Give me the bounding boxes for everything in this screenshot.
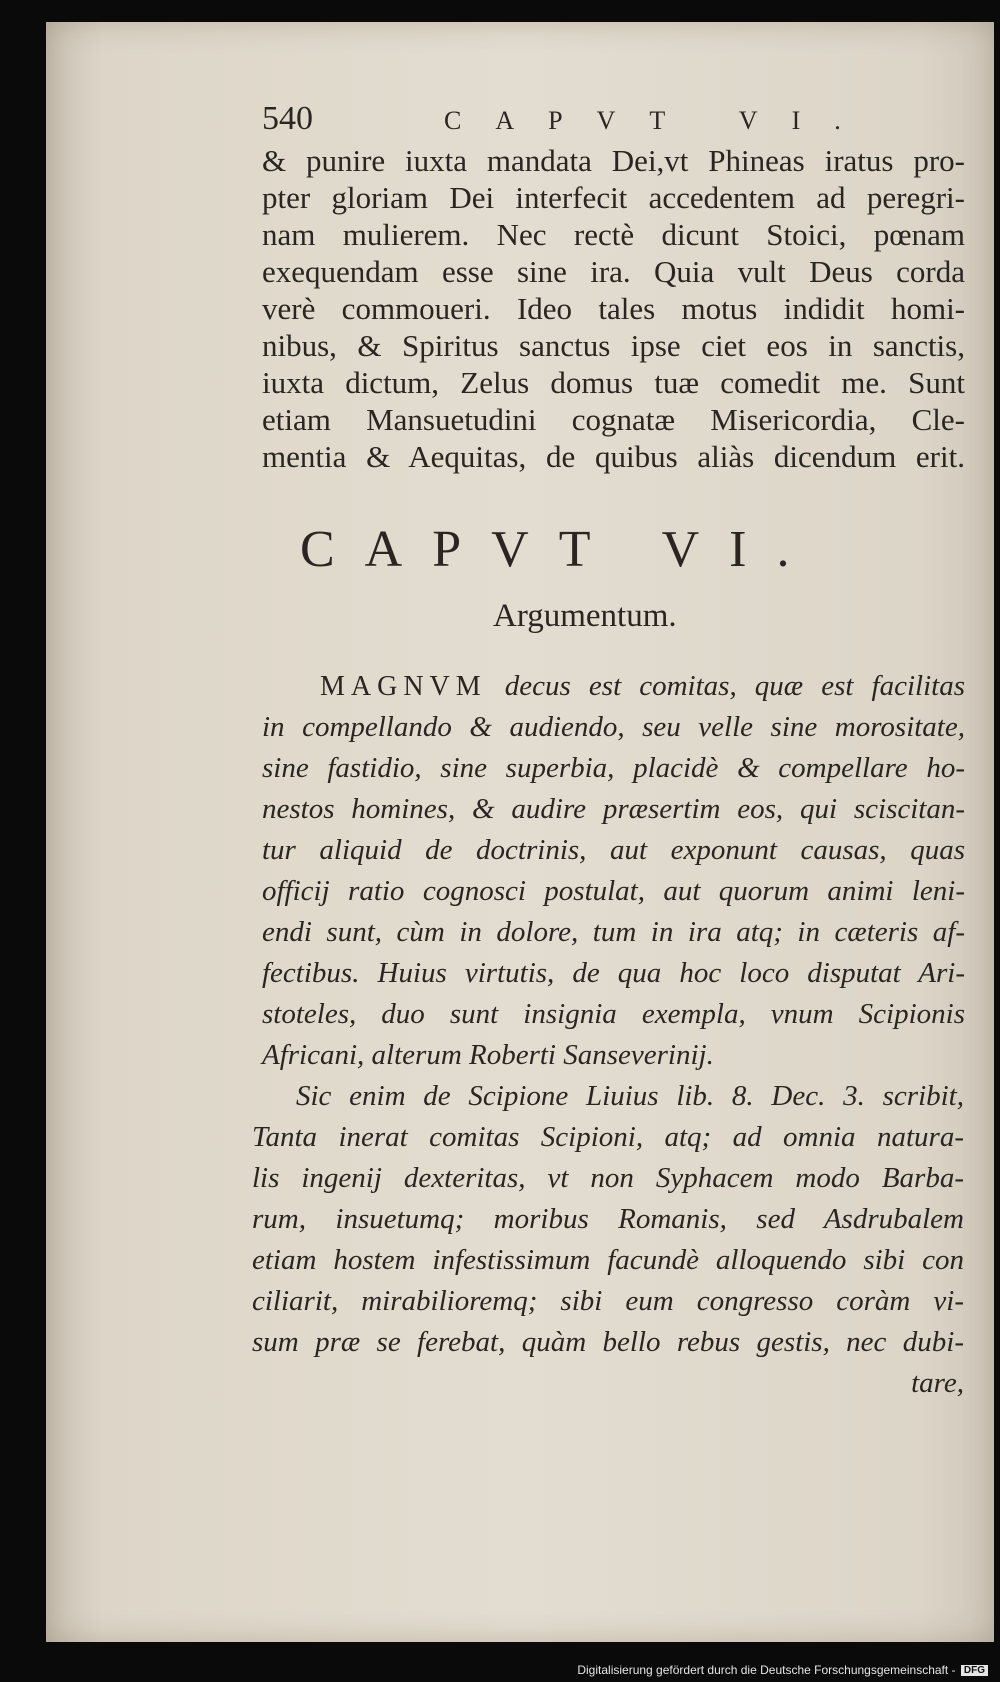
running-head: CAPVT VI. [444, 106, 875, 135]
digitization-credit [577, 1663, 988, 1677]
text-line: & punire iuxta mandata Dei,vt Phineas iratus pro- [262, 143, 965, 178]
catchword: tare, [911, 1367, 964, 1399]
text-line: fectibus. Huius virtutis, de qua hoc loco disputat Ari- [262, 957, 965, 989]
text-line [262, 666, 965, 707]
text-line: endi sunt, cùm in dolore, tum in ira atq; in cæteris af- [262, 916, 965, 948]
text-line: tur aliquid de doctrinis, aut exponunt causas, quas [262, 834, 965, 866]
chapter-title: CAPVT VI. [300, 521, 820, 578]
text-fragment: decus est comitas, quæ est facilitas [504, 670, 965, 702]
text-line: rum, insuetumq; moribus Romanis, sed Asdrubalem [252, 1203, 964, 1235]
dfg-logo-icon: DFG [961, 1665, 988, 1676]
text-line: etiam hostem infestissimum facundè alloquendo sibi con [252, 1244, 964, 1276]
text-line: lis ingenij dexteritas, vt non Syphacem modo Barba- [252, 1162, 964, 1194]
text-line: pter gloriam Dei interfecit accedentem ad peregri- [262, 180, 965, 215]
text-line: officij ratio cognosci postulat, aut quorum animi leni- [262, 875, 965, 907]
text-line: Tanta inerat comitas Scipioni, atq; ad omnia natura- [252, 1121, 964, 1153]
text-line: in compellando & audiendo, seu velle sine morositate, [262, 711, 965, 743]
text-line: nestos homines, & audire præsertim eos, qui sciscitan- [262, 793, 965, 825]
argument-paragraph [262, 666, 965, 1076]
lead-word: MAGNVM [320, 671, 487, 702]
text-line: etiam Mansuetudini cognatæ Misericordia, Cle- [262, 402, 965, 437]
text-line: stoteles, duo sunt insignia exempla, vnum Scipionis [262, 998, 965, 1030]
argument-heading: Argumentum. [493, 598, 677, 634]
text-line: iuxta dictum, Zelus domus tuæ comedit me. Sunt [262, 365, 965, 400]
text-line: ciliarit, mirabilioremq; sibi eum congresso coràm vi- [252, 1285, 964, 1317]
top-paragraph [262, 142, 965, 475]
body-paragraph [252, 1076, 964, 1404]
text-line: nibus, & Spiritus sanctus ipse ciet eos in sanctis, [262, 328, 965, 363]
text-line: verè commoueri. Ideo tales motus indidit homi- [262, 291, 965, 326]
credit-text: Digitalisierung gefördert durch die Deutsche Forschungsgemeinschaft - [577, 1663, 956, 1677]
text-line: sine fastidio, sine superbia, placidè & compellare ho- [262, 752, 965, 784]
text-line: sum præ se ferebat, quàm bello rebus gestis, nec dubi- [252, 1326, 964, 1358]
text-line: exequendam esse sine ira. Quia vult Deus corda [262, 254, 965, 289]
page-number: 540 [262, 100, 313, 137]
text-line: Africani, alterum Roberti Sanseverinij. [262, 1039, 714, 1071]
text-line: mentia & Aequitas, de quibus aliàs dicendum erit. [262, 439, 965, 474]
text-line: nam mulierem. Nec rectè dicunt Stoici, pœnam [262, 217, 965, 252]
text-line: Sic enim de Scipione Liuius lib. 8. Dec. 3. scribit, [296, 1080, 964, 1112]
page-header [262, 100, 962, 140]
